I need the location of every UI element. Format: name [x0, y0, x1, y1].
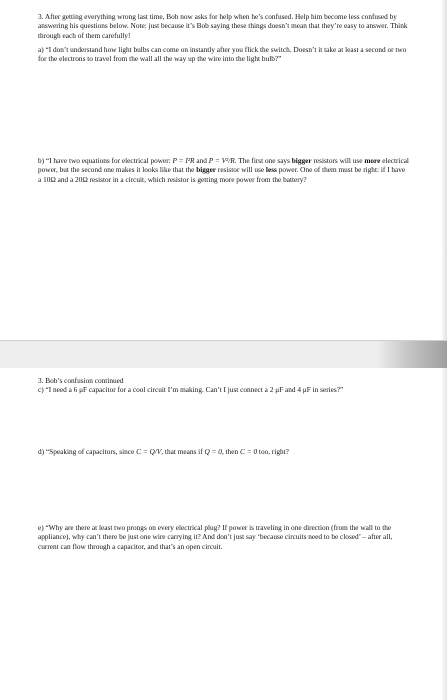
divider-shadow — [377, 341, 447, 369]
question-b-text: b) “I have two equations for electrical power: — [38, 156, 173, 165]
question-d-text: too, right? — [257, 447, 289, 456]
capacitance-equation: C = Q/V — [136, 447, 162, 456]
emphasis-bigger: bigger — [291, 156, 312, 165]
question-d-text: , that means if — [161, 447, 205, 456]
question-b-text: . The first one says — [234, 156, 292, 165]
page-edge-shadow — [441, 0, 447, 340]
question-d — [38, 447, 410, 456]
question-3-intro: 3. After getting everything wrong last time, Bob now asks for help when he’s confused. Help him become less confused by answering his questions below. Note: just because it’s Bob saying these things doesn’t mean that they’re easy to answer. Think through each of them carefully! — [38, 12, 408, 40]
document-page-1 — [0, 0, 447, 340]
question-b-text: electrical power, but the second one makes it looks like that the — [38, 156, 409, 175]
question-b-text: and — [194, 156, 209, 165]
question-a: a) “I don’t understand how light bulbs can come on instantly after you flick the switch. Doesn’t it take at least a second or two for the electrons to travel from the wall all the way up the wire into the light bulb?” — [38, 45, 407, 64]
question-b — [38, 156, 410, 184]
question-b-text: resistors will use — [311, 156, 365, 165]
emphasis-bigger: bigger — [196, 165, 217, 175]
question-c: c) “I need a 6 μF capacitor for a cool circuit I’m making. Can’t I just connect a 2 μF and 4 μF in series?” — [38, 385, 344, 394]
capacitance-zero: C = 0 — [240, 447, 258, 456]
emphasis-less: less — [265, 165, 277, 175]
question-e: e) “Why are there at least two prongs on every electrical plug? If power is traveling in one direction (from the wall to the appliance), why can’t there be just one wire carrying it? And don’t just say ‘because circuits need to be closed’ – after all, current can flow through a capacitor, and that’s an open circuit. — [38, 523, 393, 551]
emphasis-more: more — [364, 156, 381, 165]
question-b-text: power. One of them must be right: if I have a 10Ω and a 20Ω resistor in a circuit, which resistor is getting more power from the battery? — [38, 165, 406, 184]
question-d-text: d) “Speaking of capacitors, since — [38, 447, 137, 456]
power-equation-2: P = V²/R — [208, 156, 235, 165]
page-edge-shadow — [441, 368, 447, 700]
question-b-text: resistor will use — [216, 165, 266, 175]
question-d-text: , then — [221, 447, 240, 456]
power-equation-1: P = I²R — [172, 156, 195, 165]
continued-heading: 3. Bob’s confusion continued — [38, 376, 124, 385]
page-divider — [0, 340, 447, 369]
charge-zero: Q = 0 — [204, 447, 222, 456]
document-page-2 — [0, 368, 447, 700]
